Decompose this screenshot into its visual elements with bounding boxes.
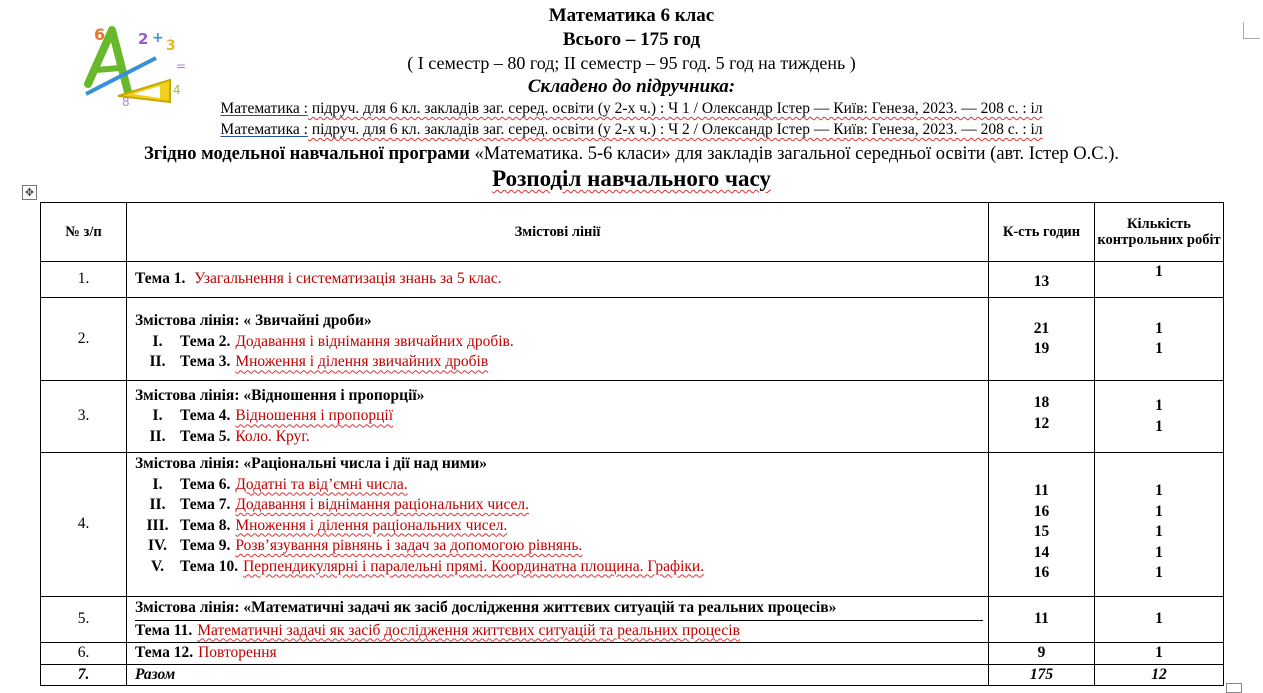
row-tests: 1 bbox=[1095, 262, 1224, 298]
row-content: Тема 12. Повторення bbox=[127, 643, 989, 665]
content-line-title: Змістова лінія: « Звичайні дроби» bbox=[135, 312, 372, 330]
table-row bbox=[41, 262, 1224, 298]
total-hours: Всього – 175 год bbox=[562, 29, 701, 50]
row-content bbox=[127, 381, 989, 453]
topic-text: Узагальнення і систематизація знань за 5 клас. bbox=[194, 270, 502, 288]
content-line-title: Змістова лінія: «Раціональні числа і дії над ними» bbox=[135, 455, 488, 472]
section-title: Розподіл навчального часу bbox=[492, 166, 771, 191]
topic-label: Тема 1. bbox=[135, 270, 186, 288]
topic-item: І. Тема 2. Додавання і віднімання звичайних дробів. bbox=[152, 332, 514, 350]
program-reference bbox=[0, 144, 1263, 165]
textbook-part-2 bbox=[0, 121, 1263, 139]
table-row bbox=[41, 298, 1224, 381]
row-hours: 13 bbox=[989, 262, 1095, 298]
header-tests: Кількість контрольних робіт bbox=[1095, 203, 1224, 262]
table-row bbox=[41, 597, 1224, 643]
svg-text:8: 8 bbox=[122, 95, 130, 108]
total-hours-value: 175 bbox=[989, 664, 1095, 686]
document-title: Математика 6 клас bbox=[548, 5, 715, 26]
row-hours: 9 bbox=[989, 643, 1095, 665]
content-line-title: Змістова лінія: «Математичні задачі як засіб дослідження життєвих ситуацій та реальних процесів» bbox=[135, 598, 983, 621]
table-header-row bbox=[41, 203, 1224, 262]
svg-text:+: + bbox=[152, 30, 164, 46]
svg-text:4: 4 bbox=[173, 83, 181, 97]
topic-item: І. Тема 4. Відношення і пропорції bbox=[152, 407, 394, 425]
row-hours: 11 16 15 14 16 bbox=[989, 453, 1095, 597]
textbook-part-1 bbox=[0, 100, 1263, 118]
svg-text:3: 3 bbox=[166, 38, 176, 54]
row-tests: 1 bbox=[1095, 597, 1224, 643]
textbook-part-1-details: підруч. для 6 кл. закладів заг. серед. освіти (у 2-х ч.) : Ч 1 / Олександр Істер — Київ: Генеза, 2023. — 208 с. : іл bbox=[307, 100, 1043, 117]
table-move-handle-icon[interactable]: ✥ bbox=[22, 185, 37, 200]
semester-hours: ( І семестр – 80 год; ІІ семестр – 95 год. 5 год на тиждень ) bbox=[407, 53, 856, 73]
row-tests: 1 1 1 1 1 bbox=[1095, 453, 1224, 597]
total-tests-value: 12 bbox=[1095, 664, 1224, 686]
table-row bbox=[41, 643, 1224, 665]
topic-item: ІІ. Тема 7. Додавання і віднімання раціональних чисел. bbox=[149, 496, 530, 513]
program-reference-text: «Математика. 5-6 класи» для закладів загальної середньої освіти (авт. Істер О.С.). bbox=[469, 144, 1120, 164]
row-hours: 11 bbox=[989, 597, 1095, 643]
topic-item: V. Тема 10. Перпендикулярні і паралельні прямі. Координатна площина. Графіки. bbox=[150, 557, 705, 575]
row-hours: 21 19 bbox=[989, 298, 1095, 381]
program-reference-bold: Згідно модельної навчальної програми bbox=[143, 144, 470, 164]
header-content: Змістові лінії bbox=[127, 203, 989, 262]
row-number: 4. bbox=[41, 453, 127, 597]
topic-item: І. Тема 6. Додатні та від’ємні числа. bbox=[152, 475, 408, 493]
header-hours: К-сть годин bbox=[989, 203, 1095, 262]
compiled-for-label: Складено до підручника: bbox=[527, 76, 736, 97]
row-content bbox=[127, 298, 989, 381]
row-number: 2. bbox=[41, 298, 127, 381]
textbook-part-2-details: підруч. для 6 кл. закладів заг. серед. освіти (у 2-х ч.) : Ч 2 / Олександр Істер — Київ: Генеза, 2023. — 208 с. : іл bbox=[307, 121, 1043, 138]
svg-text:6: 6 bbox=[94, 25, 106, 44]
row-tests: 1 1 bbox=[1095, 381, 1224, 453]
topic-item: ІІ. Тема 5. Коло. Круг. bbox=[149, 427, 310, 445]
topic-item: ІІІ. Тема 8. Множення і ділення раціональних чисел. bbox=[146, 516, 508, 534]
header-num: № з/п bbox=[41, 203, 127, 262]
table-row bbox=[41, 381, 1224, 453]
table-total-row bbox=[41, 664, 1224, 686]
page-corner-mark bbox=[1243, 22, 1260, 39]
row-tests: 1 1 bbox=[1095, 298, 1224, 381]
svg-text:=: = bbox=[176, 59, 187, 73]
svg-text:2: 2 bbox=[138, 30, 149, 48]
row-content bbox=[127, 453, 989, 597]
topic-item: Тема 11. Математичні задачі як засіб дослідження життєвих ситуацій та реальних процесів bbox=[135, 621, 740, 639]
row-number: 3. bbox=[41, 381, 127, 453]
content-line-title: Змістова лінія: «Відношення і пропорції» bbox=[135, 386, 425, 404]
table-row bbox=[41, 453, 1224, 597]
topic-item: ІІ. Тема 3. Множення і ділення звичайних дробів bbox=[149, 353, 489, 371]
row-content bbox=[127, 597, 989, 643]
row-number: 5. bbox=[41, 597, 127, 643]
topic-item: ІV. Тема 9. Розв’язування рівнянь і задач за допомогою рівнянь. bbox=[147, 537, 583, 554]
row-number: 1. bbox=[41, 262, 127, 298]
row-hours: 18 12 bbox=[989, 381, 1095, 453]
row-number: 6. bbox=[41, 643, 127, 665]
row-number: 7. bbox=[41, 664, 127, 686]
textbook-part-2-title: Математика : bbox=[220, 121, 308, 138]
textbook-part-1-title: Математика : bbox=[220, 100, 308, 117]
table-resize-handle[interactable] bbox=[1226, 683, 1242, 693]
row-content bbox=[127, 262, 989, 298]
row-tests: 1 bbox=[1095, 643, 1224, 665]
total-label: Разом bbox=[127, 664, 989, 686]
schedule-table bbox=[40, 202, 1224, 686]
